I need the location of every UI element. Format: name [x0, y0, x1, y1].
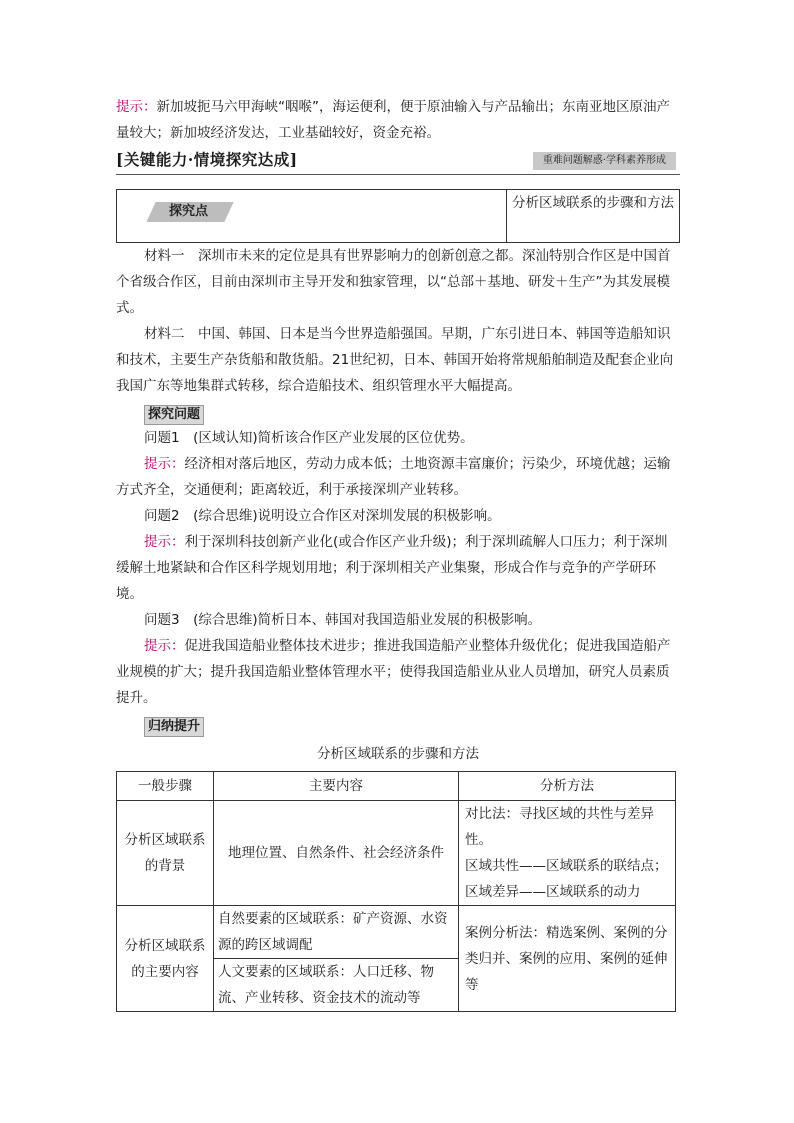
row2-method: 案例分析法：精选案例、案例的分类归并、案例的应用、案例的延伸等	[459, 906, 676, 1012]
row2-step: 分析区域联系的主要内容	[117, 906, 214, 1012]
method-line: 区域共性——区域联系的联结点；	[465, 858, 668, 874]
method-line: 区域差异——区域联系的动力	[465, 884, 641, 900]
hint-text: 促进我国造船业整体技术进步；推进我国造船产业整体升级优化；促进我国造船产业规模的扩大；提升我国造船业整体管理水平；使得我国造船业从业人员增加，研究人员素质提升。	[116, 638, 671, 706]
explore-point-box	[116, 189, 680, 243]
question-3-hint	[116, 633, 680, 711]
header-method: 分析方法	[459, 772, 676, 801]
table-row	[117, 801, 676, 906]
ribbon-label: 探究点	[169, 204, 209, 219]
material-1: 材料一 深圳市未来的定位是具有世界影响力的创新创意之都。深汕特别合作区是中国首个省级合作区，目前由深圳市主导开发和独家管理，以“总部＋基地、研发＋生产”为其发展模式。	[116, 248, 671, 316]
section-title: [关键能力·情境探究达成]	[116, 150, 298, 169]
section-header	[116, 148, 680, 175]
row1-method	[459, 801, 676, 906]
hint-label: 提示：	[116, 99, 157, 115]
table-header-row	[117, 772, 676, 801]
section-subtitle: 重难问题解惑·学科素养形成	[533, 152, 676, 170]
hint-label: 提示：	[144, 456, 185, 472]
summary-table	[116, 771, 676, 1012]
header-content: 主要内容	[214, 772, 459, 801]
row1-content: 地理位置、自然条件、社会经济条件	[214, 801, 459, 906]
page-content	[116, 94, 680, 1012]
question-1: 问题1 (区域认知)简析该合作区产业发展的区位优势。	[144, 430, 474, 446]
question-3: 问题3 (综合思维)简析日本、韩国对我国造船业发展的积极影响。	[144, 612, 542, 628]
questions-tag: 探究问题	[144, 405, 204, 425]
question-2-hint	[116, 529, 680, 607]
summary-tag: 归纳提升	[144, 717, 204, 737]
hint-text: 新加坡扼马六甲海峡“咽喉”，海运便利，便于原油输入与产品输出；东南亚地区原油产量较大；新加坡经济发达，工业基础较好，资金充裕。	[116, 99, 670, 141]
hint-label: 提示：	[144, 534, 185, 550]
hint-label: 提示：	[144, 638, 185, 654]
hint-text: 经济相对落后地区，劳动力成本低；土地资源丰富廉价；污染少，环境优越；运输方式齐全，交通便利；距离较近，利于承接深圳产业转移。	[116, 456, 671, 498]
row2-content-natural: 自然要素的区域联系：矿产资源、水资源的跨区域调配	[214, 906, 459, 959]
hint-text: 利于深圳科技创新产业化(或合作区产业升级)；利于深圳疏解人口压力；利于深圳缓解土地紧缺和合作区科学规划用地；利于深圳相关产业集聚，形成合作与竞争的产学研环境。	[116, 534, 668, 602]
explore-ribbon-cell	[117, 190, 507, 242]
table-title: 分析区域联系的步骤和方法	[317, 746, 479, 762]
question-1-hint	[116, 451, 680, 503]
top-hint-paragraph	[116, 94, 680, 146]
explore-topic: 分析区域联系的步骤和方法	[512, 195, 674, 211]
table-row	[117, 906, 676, 959]
row1-step: 分析区域联系的背景	[117, 801, 214, 906]
question-2: 问题2 (综合思维)说明设立合作区对深圳发展的积极影响。	[144, 508, 501, 524]
row2-content-human: 人文要素的区域联系：人口迁移、物流、产业转移、资金技术的流动等	[214, 959, 459, 1012]
material-2: 材料二 中国、韩国、日本是当今世界造船强国。早期，广东引进日本、韩国等造船知识和技术，主要生产杂货船和散货船。21世纪初，日本、韩国开始将常规船舶制造及配套企业向我国广东等地集群式转移，综合造船技术、组织管理水平大幅提高。	[116, 326, 674, 394]
header-step: 一般步骤	[117, 772, 214, 801]
method-line: 对比法：寻找区域的共性与差异性。	[465, 806, 654, 848]
